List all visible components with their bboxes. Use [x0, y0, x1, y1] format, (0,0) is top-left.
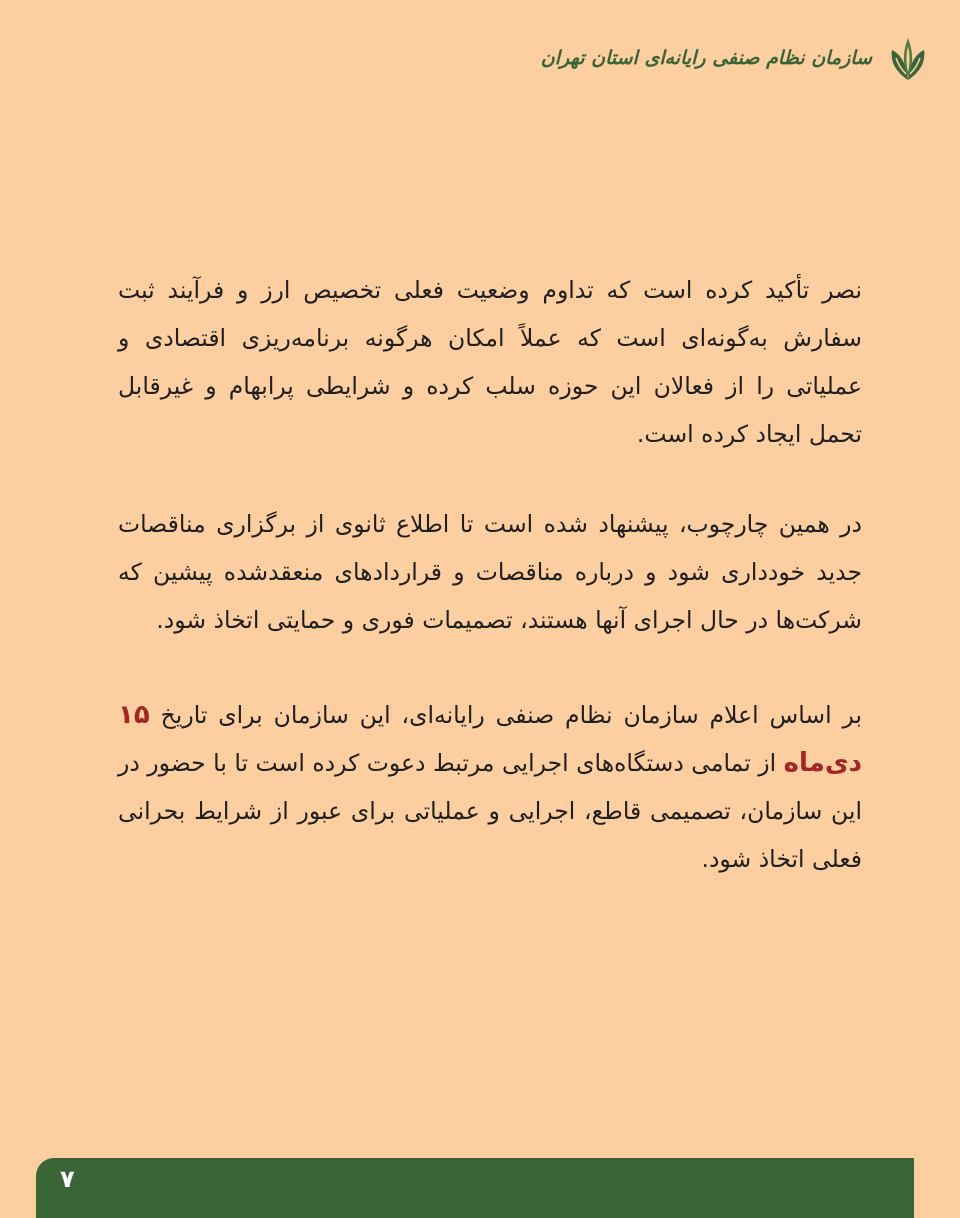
paragraph-3-lead: بر اساس اعلام سازمان نظام صنفی رایانه‌ای، این سازمان برای تاریخ	[160, 701, 862, 729]
paragraph-3	[118, 691, 862, 883]
paragraph-1: نصر تأکید کرده است که تداوم وضعیت فعلی تخصیص ارز و فرآیند ثبت سفارش به‌گونه‌ای است که عملاً امکان هرگونه برنامه‌ریزی اقتصادی و عملیاتی را از فعالان این حوزه سلب کرده و شرایطی پرابهام و غیرقابل تحمل ایجاد کرده است.	[118, 276, 862, 448]
article-body	[118, 266, 862, 930]
org-name: سازمان نظام صنفی رایانه‌ای استان تهران	[540, 47, 872, 69]
footer-bar	[36, 1158, 914, 1218]
page-number: ۷	[60, 1165, 75, 1193]
paragraph-3-tail: از تمامی دستگاه‌های اجرایی مرتبط دعوت کرده است تا با حضور در این سازمان، تصمیمی قاطع، اجرایی و عملیاتی برای عبور از شرایط بحرانی فعلی اتخاذ شود.	[118, 749, 862, 873]
header	[541, 30, 934, 86]
paragraph-2: در همین چارچوب، پیشنهاد شده است تا اطلاع ثانوی از برگزاری مناقصات جدید خودداری شود و درباره مناقصات و قراردادهای منعقدشده پیشین که شرکت‌ها در حال اجرای آنها هستند، تصمیمات فوری و حمایتی اتخاذ شود.	[118, 510, 862, 634]
highlighted-date: ۱۵ دی‌ماه	[118, 700, 862, 778]
leaf-emblem-icon	[882, 32, 934, 84]
